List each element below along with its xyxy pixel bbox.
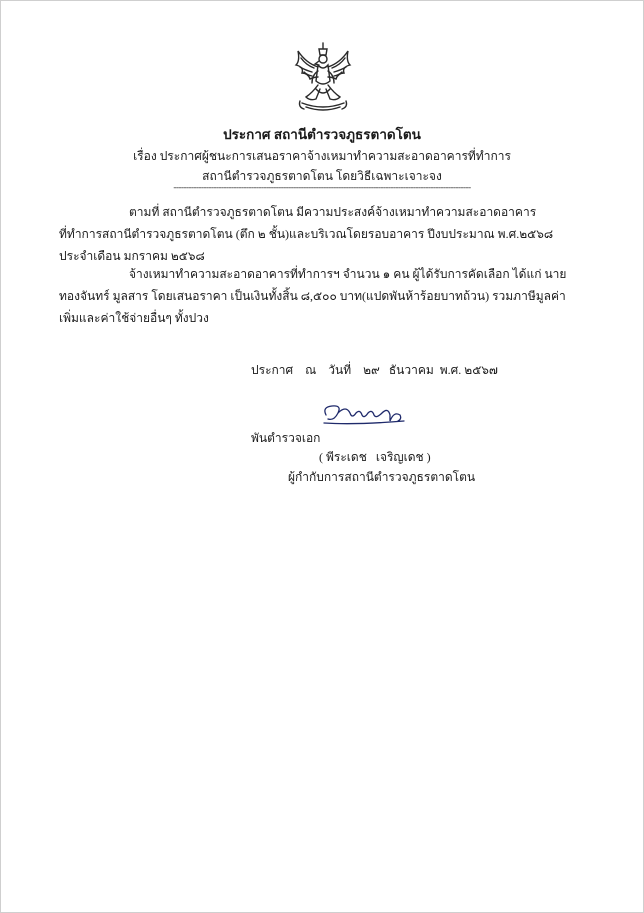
signer-rank: พันตำรวจเอก xyxy=(251,431,321,445)
body-paragraph: จ้างเหมาทำความสะอาดอาคารที่ทำการฯ จำนวน ๑ คน ผู้ได้รับการคัดเลือก ได้แก่ นาย ทองจันทร์ มูลสาร โดยเสนอราคา เป็นเงินทั้งสิ้น ๘,๕๐๐ บาท(แปดพันห้าร้อยบาทถ้วน) รวมภาษีมูลค่าเพิ่มและค่าใช้จ่ายอื่นๆ ทั้งปวง xyxy=(59,267,567,325)
signer-name: ( พีระเดช เจริญเดช ) xyxy=(319,450,431,464)
body-paragraph: ตามที่ สถานีตำรวจภูธรตาดโตน มีความประสงค์จ้างเหมาทำความสะอาดอาคารที่ทำการสถานีตำรวจภูธรตาดโตน (ตึก ๒ ชั้น)และบริเวณโดยรอบอาคาร ปีงบประมาณ พ.ศ.๒๕๖๘ ประจำเดือน มกราคม ๒๕๖๘ xyxy=(59,205,554,263)
announcement-date: ประกาศ ณ วันที่ ๒๙ ธันวาคม พ.ศ. ๒๕๖๗ xyxy=(251,363,498,377)
subject-line: สถานีตำรวจภูธรตาดโตน โดยวิธีเฉพาะเจาะจง xyxy=(202,169,442,183)
subject-line: เรื่อง ประกาศผู้ชนะการเสนอราคาจ้างเหมาทำความสะอาดอาคารที่ทำการ xyxy=(133,149,511,163)
announcement-title: ประกาศ สถานีตำรวจภูธรตาดโตน xyxy=(223,127,421,142)
subject-block xyxy=(1,146,643,186)
signer-position: ผู้กำกับการสถานีตำรวจภูธรตาดโตน xyxy=(288,470,476,484)
dashed-divider: ----------------------------------------------------------------------------------------------------------------------- xyxy=(173,182,471,192)
handwritten-signature-icon xyxy=(316,401,412,429)
garuda-emblem-icon xyxy=(288,41,358,113)
